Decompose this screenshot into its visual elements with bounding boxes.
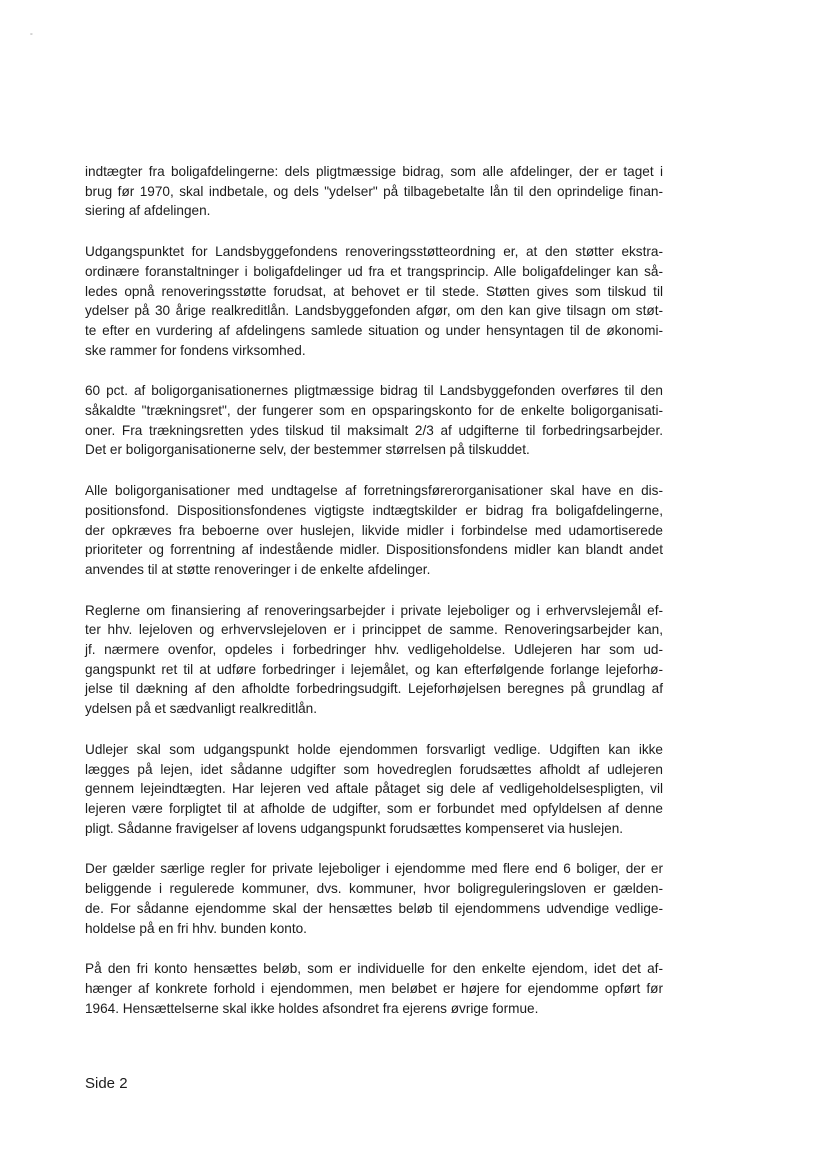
paragraph-7 [85, 859, 663, 938]
paragraph-5 [85, 601, 663, 719]
paragraph-6 [85, 740, 663, 839]
text-line: ske rammer for fondens virksomhed. [85, 342, 306, 358]
text-line: Udlejer skal som udgangspunkt holde ejendommen forsvarligt vedlige. Udgiften kan ikke [85, 741, 663, 757]
text-line: lægges på lejen, idet sådanne udgifter som hovedreglen forudsættes afholdt af udlejeren [85, 761, 663, 777]
text-line: jf. nærmere ovenfor, opdeles i forbedringer hhv. vedligeholdelse. Udlejeren har som ud- [85, 642, 663, 658]
text-line: Alle boligorganisationer med undtagelse af forretningsførerorganisationer skal have en dis- [85, 483, 663, 499]
text-line: pligt. Sådanne fravigelser af lovens udgangspunkt forudsættes kompenseret via huslejen. [85, 820, 624, 836]
text-line: holdelse på en fri hhv. bunden konto. [85, 920, 307, 936]
text-line: der opkræves fra beboerne over huslejen, likvide midler i forbindelse med udamortiserede [85, 522, 663, 538]
paragraph-2 [85, 242, 663, 360]
text-line: ledes opnå renoveringsstøtte forudsat, at behovet er til stede. Støtten gives som tilskud til [85, 283, 663, 299]
text-line: ter hhv. lejeloven og erhvervslejeloven er i princippet de samme. Renoveringsarbejder kan, [85, 622, 663, 638]
text-line: ydelser på 30 årige realkreditlån. Landsbyggefonden afgør, om den kan give tilsagn om støt- [85, 303, 663, 319]
text-line: oner. Fra trækningsretten ydes tilskud til maksimalt 2/3 af udgifterne til forbedringsarbejder. [85, 422, 663, 438]
paragraph-1 [85, 162, 663, 221]
text-line: lejeren være forpligtet til at afholde de udgifter, som er forbundet med opfyldelsen af denne [85, 800, 663, 816]
text-line: prioriteter og forrentning af indestående midler. Dispositionsfondens midler kan blandt andet [85, 542, 663, 558]
text-line: brug før 1970, skal indbetale, og dels "ydelser" på tilbagebetalte lån til den oprindelige finan- [85, 183, 663, 199]
paragraph-4 [85, 481, 663, 580]
paragraph-3 [85, 381, 663, 460]
text-line: anvendes til at støtte renoveringer i de enkelte afdelinger. [85, 561, 431, 577]
text-line: hænger af konkrete forhold i ejendommen, men beløbet er højere for ejendomme opført før [85, 980, 663, 996]
text-line: te efter en vurdering af afdelingens samlede situation og under hensyntagen til de økonomi- [85, 322, 663, 338]
text-line: 1964. Hensættelserne skal ikke holdes afsondret fra ejerens øvrige formue. [85, 1000, 539, 1016]
page-mark: ° [30, 33, 33, 40]
text-line: siering af afdelingen. [85, 203, 211, 219]
text-line: de. For sådanne ejendomme skal der hensættes beløb til ejendommens udvendige vedlige- [85, 900, 663, 916]
text-line: jelse til dækning af den afholdte forbedringsudgift. Lejeforhøjelsen beregnes på grundlag af [85, 681, 663, 697]
text-line: beliggende i regulerede kommuner, dvs. kommuner, hvor boligreguleringsloven er gælden- [85, 881, 663, 897]
text-line: Udgangspunktet for Landsbyggefondens renoveringsstøtteordning er, at den støtter ekstra- [85, 244, 663, 260]
text-line: ydelsen på et sædvanligt realkreditlån. [85, 701, 317, 717]
text-line: gennem lejeindtægten. Har lejeren ved aftale påtaget sig dele af vedligeholdelsespligten, vil [85, 781, 663, 797]
text-line: ordinære foranstaltninger i boligafdelinger ud fra et trangsprincip. Alle boligafdelinger kan så- [85, 263, 663, 279]
text-line: På den fri konto hensættes beløb, som er individuelle for den enkelte ejendom, idet det af- [85, 961, 663, 977]
text-line: indtægter fra boligafdelingerne: dels pligtmæssige bidrag, som alle afdelinger, der er taget i [85, 164, 663, 179]
text-line: gangspunkt ret til at udføre forbedringer i lejemålet, og kan efterfølgende forlange lejeforhø- [85, 661, 663, 677]
text-line: 60 pct. af boligorganisationernes pligtmæssige bidrag til Landsbyggefonden overføres til den [85, 383, 663, 399]
text-line: Der gælder særlige regler for private lejeboliger i ejendomme med flere end 6 boliger, der er [85, 861, 663, 877]
text-line: Reglerne om finansiering af renoveringsarbejder i private lejeboliger og i erhvervslejemål ef- [85, 602, 663, 618]
text-line: positionsfond. Dispositionsfondenes vigtigste indtægtskilder er bidrag fra boligafdelingerne, [85, 502, 663, 518]
page-number: Side 2 [85, 1075, 128, 1092]
text-line: Det er boligorganisationerne selv, der bestemmer størrelsen på tilskuddet. [85, 442, 530, 458]
document-body [85, 162, 663, 1039]
paragraph-8 [85, 959, 663, 1018]
text-line: såkaldte "trækningsret", der fungerer som en opsparingskonto for de enkelte boligorganisati- [85, 403, 663, 419]
